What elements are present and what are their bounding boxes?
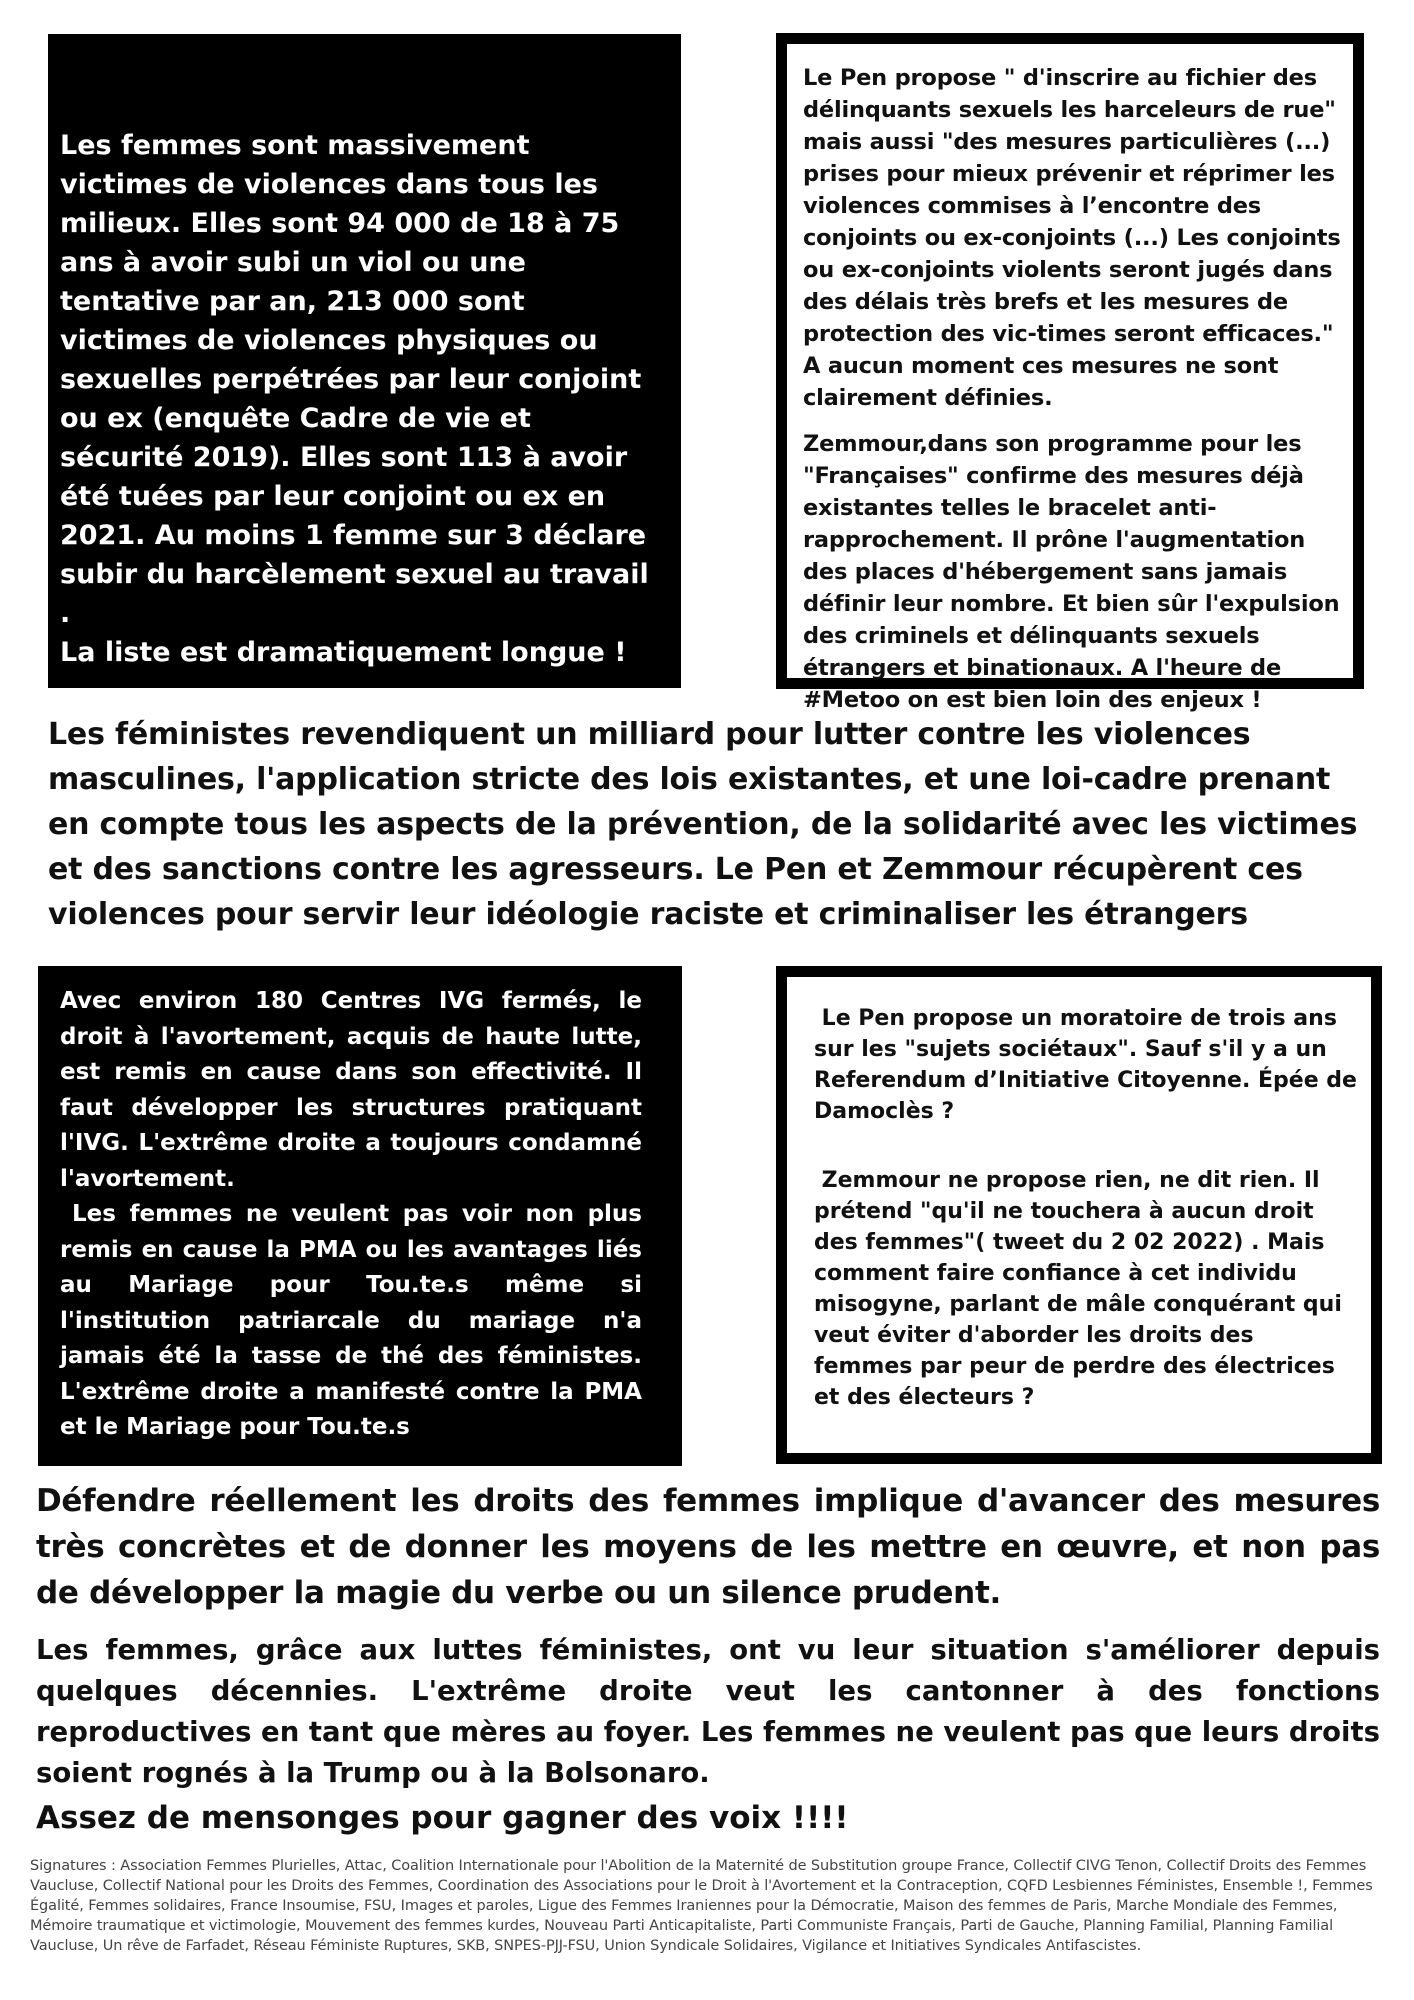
signatures-block bbox=[30, 1856, 1386, 1956]
slogan-text: Assez de mensonges pour gagner des voix !!!! bbox=[36, 1800, 849, 1836]
zemmour-rights-text: Zemmour ne propose rien, ne dit rien. Il prétend "qu'il ne touchera à aucun droit des femmes"( tweet du 2 02 2022) . Mais comment faire confiance à cet individu misogyne, parlant de mâle conquérant qui veut éviter d'aborder les droits des femmes par peur de perdre des électrices et des électeurs ? bbox=[814, 1168, 1350, 1410]
feminist-demands-text: Les féministes revendiquent un milliard pour lutter contre les violences masculines, l'application stricte des lois existantes, et une loi-cadre prenant en compte tous les aspects de la prévention, de la solidarité avec les victimes et des sanctions contre les agresseurs. Le Pen et Zemmour récupèrent ces violences pour servir leur idéologie raciste et criminaliser les étrangers bbox=[48, 717, 1358, 932]
feminist-gains-text: Les femmes, grâce aux luttes féministes, ont vu leur situation s'améliorer depuis quelques décennies. L'extrême droite veut les cantonner à des fonctions reproductives en tant que mères au foyer. Les femmes ne veulent pas que leurs droits soient rognés à la Trump ou à la Bolsonaro. bbox=[36, 1634, 1380, 1789]
violence-stats-box bbox=[48, 34, 681, 688]
signatures-text: Signatures : Association Femmes Plurielles, Attac, Coalition Internationale pour l'Abolition de la Maternité de Substitution groupe France, Collectif CIVG Tenon, Collectif Droits des Femmes Vaucluse, Collectif National pour les Droits des Femmes, Coordination des Associations pour le Droit à l'Avortement et la Contraception, CQFD Lesbiennes Féministes, Ensemble !, Femmes Égalité, Femmes solidaires, France Insoumise, FSU, Images et paroles, Ligue des Femmes Iraniennes pour la Démocratie, Maison des femmes de Paris, Marche Mondiale des Femmes, Mémoire traumatique et victimologie, Mouvement des femmes kurdes, Nouveau Parti Anticapitaliste, Parti Communiste Français, Parti de Gauche, Planning Familial, Planning Familial Vaucluse, Un rêve de Farfadet, Réseau Féministe Ruptures, SKB, SNPES-PJJ-FSU, Union Syndicale Solidaires, Vigilance et Initiatives Syndicales Antifascistes. bbox=[30, 1858, 1373, 1954]
abortion-text: Avec environ 180 Centres IVG fermés, le droit à l'avortement, acquis de haute lutte, est remis en cause dans son effectivité. Il faut développer les structures pratiquant l'IVG. L'extrême droite a toujours condamné l'avortement. bbox=[60, 988, 642, 1192]
slogan bbox=[36, 1796, 1380, 1840]
defend-rights-statement bbox=[36, 1478, 1380, 1616]
abortion-rights-box bbox=[38, 966, 682, 1466]
feminist-gains-statement bbox=[36, 1630, 1380, 1794]
feminist-demands-statement bbox=[48, 712, 1368, 937]
violence-stats-conclusion: La liste est dramatiquement longue ! bbox=[60, 637, 627, 668]
violence-stats-text: Les femmes sont massivement victimes de violences dans tous les milieux. Elles sont 94 000 de 18 à 75 ans à avoir subi un viol ou une tentative par an, 213 000 sont victimes de violences physiques ou sexuelles perpétrées par leur conjoint ou ex (enquête Cadre de vie et sécurité 2019). Elles sont 113 à avoir été tuées par leur conjoint ou ex en 2021. Au moins 1 femme sur 3 déclare subir du harcèlement sexuel au travail . bbox=[60, 130, 649, 629]
defend-rights-text: Défendre réellement les droits des femmes implique d'avancer des mesures très concrètes et de donner les moyens de les mettre en œuvre, et non pas de développer la magie du verbe ou un silence prudent. bbox=[36, 1483, 1380, 1611]
le-pen-rights-text: Le Pen propose un moratoire de trois ans sur les "sujets sociétaux". Sauf s'il y a un Referendum d’Initiative Citoyenne. Épée de Damoclès ? bbox=[814, 1006, 1365, 1124]
le-pen-violence-text: Le Pen propose " d'inscrire au fichier des délinquants sexuels les harceleurs de rue" mais aussi "des mesures particulières (...) prises pour mieux prévenir et réprimer les violences commises à l’encontre des conjoints ou ex-conjoints (...) Les conjoints ou ex-conjoints violents seront jugés dans des délais très brefs et les mesures de protection des vic-times seront efficaces." A aucun moment ces mesures ne sont clairement définies. bbox=[803, 65, 1341, 411]
zemmour-violence-text: Zemmour,dans son programme pour les "Françaises" confirme des mesures déjà existantes telles le bracelet anti-rapprochement. Il prône l'augmentation des places d'hébergement sans jamais définir leur nombre. Et bien sûr l'expulsion des criminels et délinquants sexuels étrangers et binationaux. A l'heure de #Metoo on est bien loin des enjeux ! bbox=[803, 431, 1340, 713]
far-right-rights-box bbox=[776, 966, 1382, 1464]
pma-marriage-text: Les femmes ne veulent pas voir non plus remis en cause la PMA ou les avantages liés au Mariage pour Tou.te.s même si l'institution patriarcale du mariage n'a jamais été la tasse de thé des féministes. L'extrême droite a manifesté contre la PMA et le Mariage pour Tou.te.s bbox=[60, 1201, 642, 1440]
far-right-violence-box bbox=[776, 33, 1364, 713]
